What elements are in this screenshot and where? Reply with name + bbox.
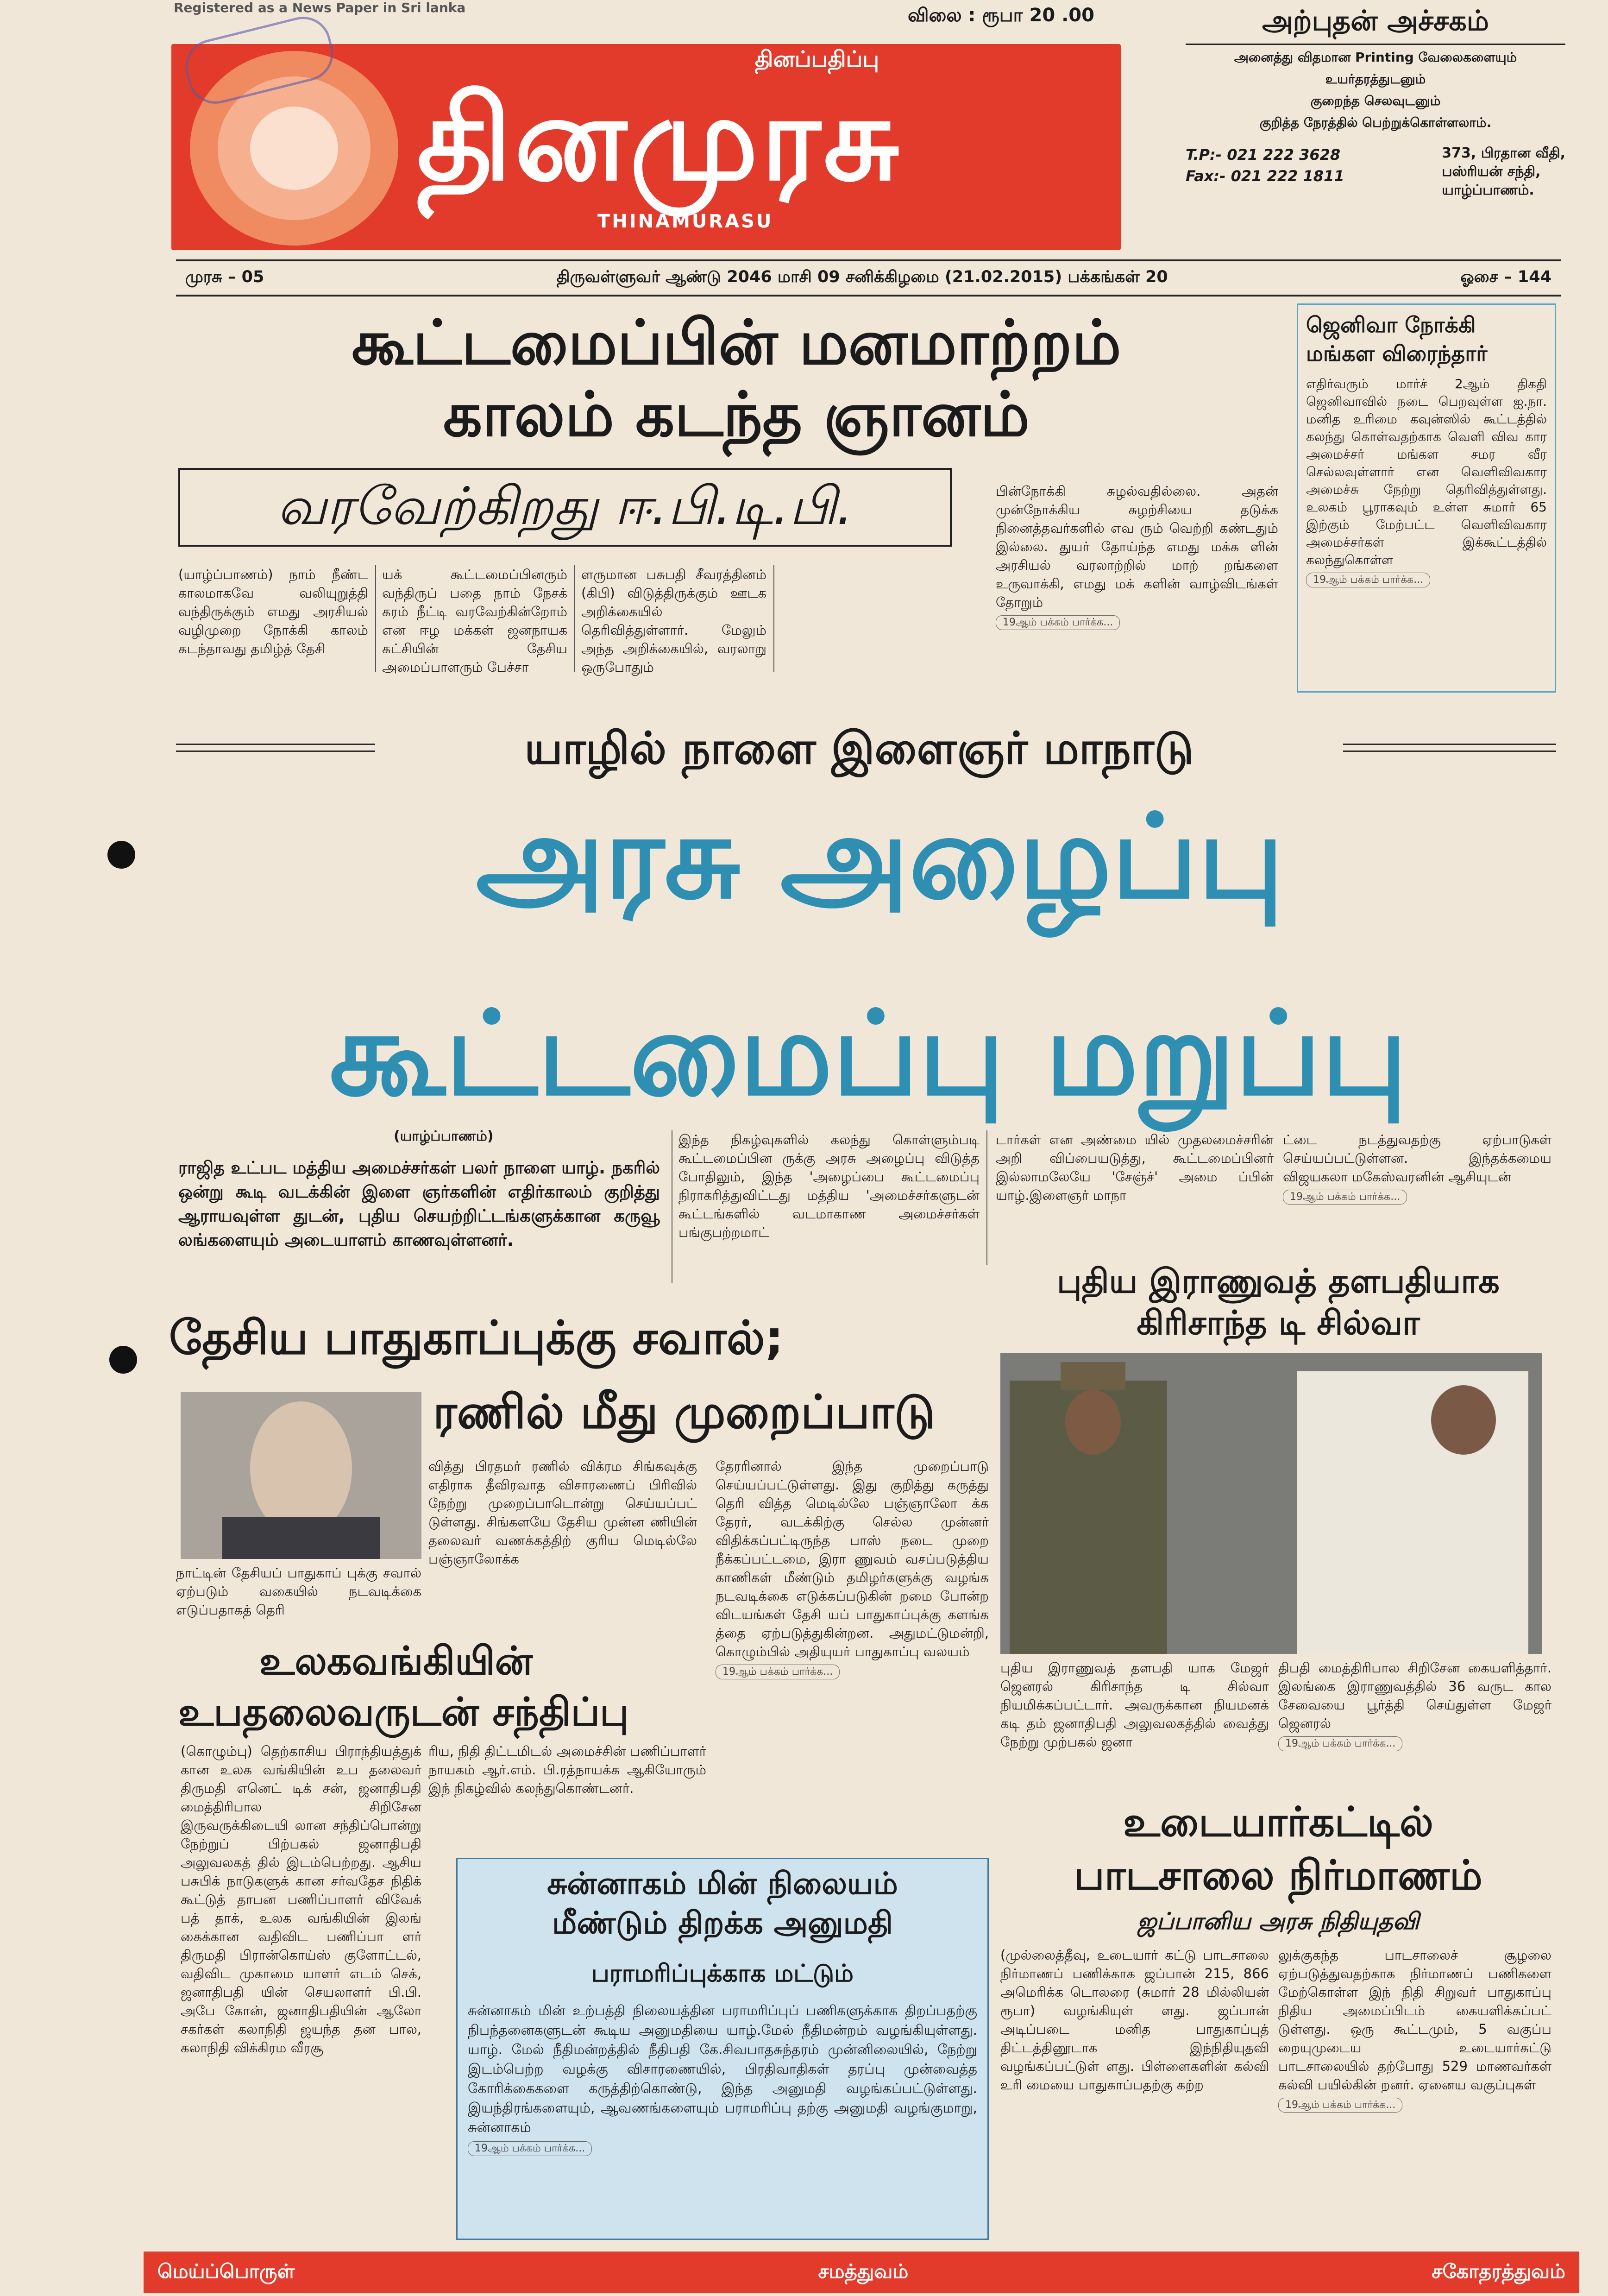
target-logo-center: [250, 107, 338, 190]
column-rule: [574, 565, 575, 672]
ad-line: உயர்தரத்துடனும்: [1325, 71, 1426, 87]
continued-marker: 19ஆம் பக்கம் பார்க்க...: [468, 2141, 592, 2156]
lead-column: இந்த நிகழ்வுகளில் கலந்து கொள்ளும்படி கூட்டமைப்பின ருக்கு அரசு அழைப்பு விடுத்த போதிலும், இந்த 'அழைப்பை கூட்டமைப்பு நிராகரித்துவிட்டது மத்திய 'அமைச்சர்களுடன் கூட்டங்களில் வடமாகாண அமைச்சர்கள் பங்குபற்றமாட்: [678, 1132, 980, 1240]
box-headline: மீண்டும் திறக்க அனுமதி: [552, 1905, 893, 1941]
footer-motto-right: சகோதரத்துவம்: [1432, 2259, 1565, 2283]
column-rule: [986, 1130, 987, 1265]
story-column: [996, 482, 1278, 630]
kicker-headline: யாழில் நாளை இளைஞர் மாநாடு: [524, 722, 1194, 774]
army-commander-photo: [1000, 1353, 1542, 1654]
ad-line: அனைத்து விதமான Printing வேலைகளையும்: [1234, 50, 1517, 65]
continued-marker: 19ஆம் பக்கம் பார்க்க...: [716, 1665, 840, 1679]
story-column: [1278, 1659, 1551, 1751]
ranil-photo: [181, 1392, 421, 1559]
dateline-bar: [176, 259, 1561, 296]
subheadline: வரவேற்கிறது ஈ.பி.டி.பி.: [277, 476, 853, 536]
kicker-rule-left: [176, 751, 375, 752]
ad-line: குறித்த நேரத்தில் பெற்றுக்கொள்ளலாம்.: [1259, 115, 1492, 130]
story-text: தேரரினால் இந்த முறைப்பாடு செய்யப்பட்டுள்ளது. இது குறித்து கருத்து தெரி வித்த மெடில்லே பஞ்ஞாலோ க்க தேரர், வடக்கிற்கு செல்ல முன்னர் விதிக்கப்பட்டிருந்த பாஸ் நடை முறை நீக்கப்பட்டமை, இரா ணுவம் வசப்படுத்திய காணிகள் மீண்டும் தமிழர்களுக்கு வழங்க நடவடிக்கை எடுக்கப்படுகின் றமை போன்ற விடயங்கள் தேசி யப் பாதுகாப்புக்கு களங்க த்தை ஏற்படுத்துகின்றன. அதுமட்டுமன்றி, கொழும்பில் அதியுயர் பாதுகாப்பு வலயம்: [716, 1458, 989, 1659]
story-text: திபதி மைத்திரிபால சிறிசேன கையளித்தார். இலங்கை இராணுவத்தில் 36 வருட கால சேவையை பூர்த்தி செய்துள்ள மேஜர் ஜெனரல்: [1278, 1660, 1551, 1731]
headline: தேசிய பாதுகாப்புக்கு சவால்;: [169, 1311, 784, 1365]
headline: பாடசாலை நிர்மாணம்: [1074, 1851, 1482, 1899]
subheadline: ஜப்பானிய அரசு நிதியுதவி: [1137, 1908, 1420, 1935]
headline: உடையார்கட்டில்: [1123, 1798, 1433, 1846]
registration-note: Registered as a News Paper in Sri lanka: [174, 0, 466, 15]
story-text: பின்நோக்கி சுழல்வதில்லை. அதன் முன்நோக்கிய சுழற்சியை தடுக்க நினைத்தவர்களில் எவ ரும் வெற்றி கண்டதும் இல்லை. துயர் தோய்ந்த எமது மக்க ளின் அரசியல் வரலாற்றில் மாற் றங்களை உருவாக்கி, எமது மக் களின் வாழ்விடங்கள் தோறும்: [996, 483, 1278, 610]
issue-date: திருவள்ளுவர் ஆண்டு 2046 மாசி 09 சனிக்கிழமை (21.02.2015) பக்கங்கள் 20: [556, 268, 1168, 286]
printing-press-ad: [1186, 5, 1565, 246]
sidebar-body: [1306, 375, 1547, 587]
footer-motto-left: மெய்ப்பொருள்: [157, 2259, 295, 2283]
masthead-title-english: THINAMURASU: [597, 211, 773, 232]
ad-fax: Fax:- 021 222 1811: [1186, 167, 1344, 185]
photo-caption: நாட்டின் தேசியப் பாதுகாப் புக்கு சவால் ஏற்படும் வகையில் நடவடிக்கை எடுப்பதாகத் தெரி: [176, 1565, 421, 1618]
kicker-rule-right: [1343, 751, 1556, 752]
ad-address: பஸ்ரியன் சந்தி,: [1442, 164, 1541, 180]
footer-bar: [144, 2252, 1579, 2293]
ad-title: அற்புதன் அச்சகம்: [1186, 5, 1565, 45]
continued-marker: 19ஆம் பக்கம் பார்க்க...: [1278, 1736, 1402, 1751]
story-column: புதிய இராணுவத் தளபதி யாக மேஜர் ஜெனரல் கிரிசாந்த டி சில்வா நியமிக்கப்பட்டார். அவருக்கான நியமனக் கடி தம் ஜனாதிபதி அலுவலகத்தில் வைத்து நேற்று முற்பகல் ஜனா: [1000, 1660, 1269, 1750]
ad-address: 373, பிரதான வீதி,: [1442, 145, 1565, 161]
punch-hole: [109, 1346, 137, 1374]
punch-hole: [107, 841, 135, 869]
story-column: (முல்லைத்தீவு, உடையார் கட்டு பாடசாலை நிர்மாணப் பணிக்காக ஜப்பான் 215, 866 அமெரிக்க டொலரை (சுமார் 28 மில்லியன் ரூபா) வழங்கியுள் ளது. ஜப்பான் அடிப்படை மனித பாதுகாப்புத் திட்டத்தினூடாக இந்நிதியுதவி வழங்கப்பட்டுள் ளது. பிள்ளைகளின் கல்வி உரி மையை பாதுகாப்பதற்கு கற்ற: [1000, 1947, 1269, 2093]
headline: ரணில் மீது முறைப்பாடு: [433, 1385, 936, 1439]
headline: உலகவங்கியின்: [259, 1638, 533, 1684]
lead-headline: கூட்டமைப்பு மறுப்பு: [329, 986, 1407, 1121]
kicker-rule-left: [176, 744, 375, 745]
story-column: (யாழ்ப்பாணம்) நாம் நீண்ட காலமாகவே வலியுறுத்தி வந்திருக்கும் எமது அரசியல் வழிமுறை நோக்கி காலம் கடந்தாவது தமிழ்த் தேசி: [178, 567, 368, 656]
kicker-rule-right: [1343, 744, 1556, 745]
lead-intro: ராஜித உட்பட மத்திய அமைச்சர்கள் பலர் நாளை யாழ். நகரில் ஒன்று கூடி வடக்கின் இளை ஞர்களின் எதிர்காலம் குறித்து ஆராயவுள்ள துடன், புதிய செயற்றிட்டங்களுக்கான கருவூ லங்களையும் அடையாளம் காணவுள்ளனர்.: [178, 1158, 660, 1250]
headline: உபதலைவருடன் சந்திப்பு: [178, 1689, 629, 1735]
continued-marker: 19ஆம் பக்கம் பார்க்க...: [1278, 2098, 1402, 2113]
story-column: ளருமான பசுபதி சீவரத்தினம் (கிபி) விடுத்திருக்கும் ஊடக அறிக்கையில் தெரிவித்துள்ளார். மேலும் அந்த அறிக்கையில், வரலாறு ஒருபோதும்: [581, 567, 766, 675]
price-label: விலை : ரூபா 20 .00: [908, 5, 1094, 26]
story-column: வித்து பிரதமர் ரணில் விக்ரம சிங்கவுக்கு எதிராக தீவிரவாத விசாரணைப் பிரிவில் நேற்று முறைப்பாடொன்று செய்யப்பட் டுள்ளது. சிங்களயே தேசிய முன்ன ணியின் தலைவர் வணக்கத்திற் குரிய மெடில்லே பஞ்ஞாலோக்க: [428, 1458, 697, 1567]
lead-column: [1283, 1130, 1551, 1205]
sidebar-text: எதிர்வரும் மார்ச் 2ஆம் திகதி ஜெனிவாவில் நடை பெறவுள்ள ஐ.நா. மனித உரிமை கவுன்ஸில் கூட்டத்தில் கலந்து கொள்வதற்காக வெளி விவ கார அமைச்சர் மங்கள சமர வீர செல்லவுள்ளார் என வெளிவிவகார அமைச்சு நேற்று தெரிவித்துள்ளது. உலகம் பூராகவும் உள்ள சுமார் 65 இற்கும் மேற்பட்ட வெளிவிவகார அமைச்சர்கள் இக்கூட்டத்தில் கலந்துகொள்ள: [1306, 376, 1547, 568]
continued-marker: 19ஆம் பக்கம் பார்க்க...: [1283, 1190, 1407, 1205]
lead-dateline: (யாழ்ப்பாணம்): [394, 1128, 494, 1144]
story-column: ரிய, நிதி திட்டமிடல் அமைச்சின் பணிப்பாளர் நாயகம் ஆர்.எம். பி.ரத்நாயக்க ஆகியோரும் இந் நிகழ்வில் கலந்துகொண்டனர்.: [428, 1743, 706, 1796]
footer-motto-center: சமத்துவம்: [818, 2259, 909, 2283]
column-rule: [375, 565, 376, 672]
headline: கூட்டமைப்பின் மனமாற்றம்: [352, 307, 1121, 378]
story-column: யக் கூட்டமைப்பினரும் வந்திருப் பதை நாம் நேசக் கரம் நீட்டி வரவேற்கின்றோம் என ஈழ மக்கள் ஜனநாயக கட்சியின் தேசிய அமைப்பாளரும் பேச்சா: [382, 567, 567, 675]
lead-column: டார்கள் என அண்மை யில் முதலமைச்சரின் அறி விப்பையடுத்து, கூட்டமைப்பினர் இல்லாமலேயே 'சேஞ்ச்' அமை ப்பின் யாழ்.இளைஞர் மாநா: [996, 1132, 1274, 1203]
ad-address: யாழ்ப்பாணம்.: [1442, 182, 1534, 198]
lead-text: ட்டை நடத்துவதற்கு ஏற்பாடுகள் செய்யப்பட்டுள்ளன. இந்தக்கமைய விஜயகலா மகேஸ்வரனின் ஆசியுடன்: [1283, 1132, 1551, 1185]
story-column: (கொழும்பு) தெற்காசிய பிராந்தியத்துக் கான உலக வங்கியின் உப தலைவர் திருமதி எனெட் டிக் சன், ஜனாதிபதி மைத்திரிபால சிறிசேன இருவருக்கிடையி லான சந்திப்பொன்று நேற்றுப் பிற்பகல் ஜனாதிபதி அலுவலகத் தில் இடம்பெற்றது. ஆசிய பசுபிக் நாடுகளுக் கான சர்வதேச நிதிக் கூட்டுத் தாபன பணிப்பாளர் விவேக் பத் தாக், உலக வங்கியின் இலங் கைக்கான வதிவிட பணிப்பா ளர் திருமதி பிரான்கொய்ஸ் குளோட்டல், வதிவிட முகாமை யாளர் எடம் செக், ஜனாதிபதி யின் செயலாளர் பி.பி. அபே கோன், ஜனாதிபதியின் ஆலோ சகர்கள் கலாநிதி ஜயந்த தன பால, கலாநிதி விக்கிரம வீரசூ: [181, 1743, 421, 2056]
volume-number: முரசு – 05: [185, 268, 264, 286]
story-text: லுக்குகந்த பாடசாலைச் சூழலை ஏற்படுத்துவதற்காக நிர்மாணப் பணிகளை மேற்கொள்ள இந் நிதி சிறுவர் பாதுகாப்பு நிதிய அமைப்பிடம் கையளிக்கப்பட் டுள்ளது. ஒரு கூட்டமும், 5 வகுப்ப றையுமுடைய உடையார்கட்டு பாடசாலையில் தற்போது 529 மாணவர்கள் கல்வி பயில்கின் றனர். ஏனைய வகுப்புகள்: [1278, 1947, 1551, 2093]
ad-line: குறைந்த செலவுடனும்: [1310, 93, 1441, 108]
story-column: [716, 1457, 989, 1679]
column-rule: [773, 565, 774, 672]
headline: காலம் கடந்த ஞானம்: [443, 379, 1030, 450]
sidebar-headline: ஜெனிவா நோக்கி மங்கள விரைந்தார்: [1306, 312, 1488, 366]
masthead-subtitle: தினப்பதிப்பு: [755, 46, 879, 72]
lead-headline: அரசு அழைப்பு: [476, 789, 1284, 924]
box-text: சுன்னாகம் மின் உற்பத்தி நிலையத்தின பராமரிப்புப் பணிகளுக்காக திறப்பதற்கு நிபந்தனைகளுடன் கூடிய அனுமதியை யாழ்.மேல் நீதிமன்றம் வழங்கியுள்ளது. யாழ். மேல் நீதிமன்றத்தில் நீதிபதி கே.சிவபாதசுந்தரம் முன்னிலையில், நேற்று இடம்பெற்ற வழக்கு விசாரணையில், பிரதிவாதிகள் தரப்பு முன்வைத்த கோரிக்கைகளை கருத்திற்கொண்டு, இந்த அனுமதி வழங்கப்பட்டுள்ளது. இயந்திரங்களையும், ஆவணங்களையும் பராமரிப்பு தற்கு அனுமதி வழங்குமாறு, சுன்னாகம்: [468, 2003, 977, 2136]
issue-number: ஓசை – 144: [1460, 268, 1551, 286]
headline: கிரிசாந்த டி சில்வா: [1137, 1303, 1420, 1342]
ad-phone: T.P:- 021 222 3628: [1186, 146, 1341, 164]
continued-marker: 19ஆம் பக்கம் பார்க்க...: [1306, 573, 1430, 587]
headline: புதிய இராணுவத் தளபதியாக: [1057, 1262, 1500, 1300]
story-column: [1278, 1946, 1551, 2113]
box-subhead: பராமரிப்புக்காக மட்டும்: [591, 1960, 854, 1987]
continued-marker: 19ஆம் பக்கம் பார்க்க...: [996, 615, 1120, 630]
box-body: [468, 2001, 977, 2157]
box-headline: சுன்னாகம் மின் நிலையம்: [547, 1866, 898, 1901]
masthead-title: தினமுரசு: [417, 71, 902, 206]
